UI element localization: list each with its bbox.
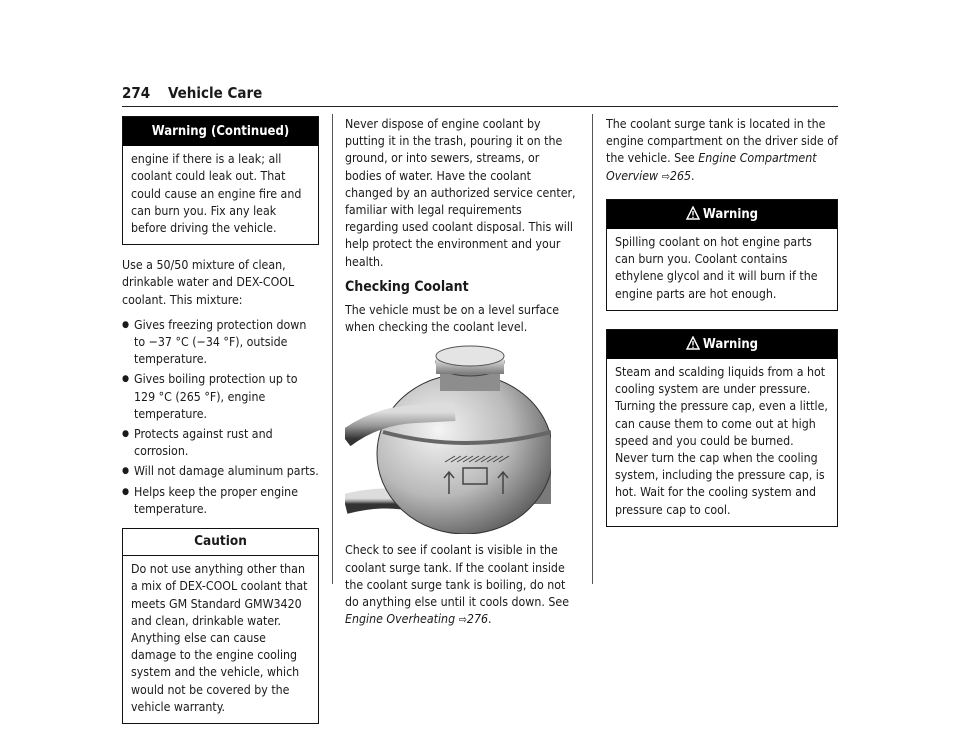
- list-item: ● Helps keep the proper engine temperature.: [122, 484, 319, 518]
- section-title: Vehicle Care: [168, 84, 263, 102]
- page-header: [122, 82, 838, 107]
- column-middle: [345, 116, 577, 636]
- check-paragraph: Check to see if coolant is visible in the coolant surge tank. If the coolant inside the coolant surge tank is boiling, do not do anything else until it cools down. See Engine Overheating ⇨276.: [345, 543, 570, 627]
- column-divider: [592, 114, 593, 584]
- mixture-benefits-list: [122, 317, 319, 518]
- engine-overheating-link[interactable]: Engine Overheating: [345, 612, 456, 627]
- warning-body: Spilling coolant on hot engine parts can burn you. Coolant contains ethylene glycol and it will burn if the engine parts are hot enough.: [615, 235, 818, 301]
- warning-title: Warning: [607, 200, 837, 229]
- warning-title: Warning: [607, 330, 837, 359]
- caution-body: Do not use anything other than a mix of DEX-COOL coolant that meets GM Standard GMW3420 and clean, drinkable water. Anything else can cause damage to the engine cooling system and the vehicle, which would not be covered by the vehicle warranty.: [131, 562, 308, 714]
- warning-body: Steam and scalding liquids from a hot cooling system are under pressure. Turning the pressure cap, even a little, can cause them to come out at high speed and you could be burned. Never turn the cap when the cooling system, including the pressure cap, is hot. Wait for the cooling system and pressure cap to cool.: [615, 365, 828, 517]
- column-left: [122, 116, 319, 736]
- level-paragraph: The vehicle must be on a level surface when checking the coolant level.: [345, 303, 560, 335]
- list-item: ● Protects against rust and corrosion.: [122, 426, 319, 460]
- warning-triangle-icon: [686, 336, 700, 350]
- warning-continued-title: Warning (Continued): [123, 117, 318, 146]
- section-heading: Checking Coolant: [345, 278, 469, 295]
- warning-triangle-icon: [686, 206, 700, 220]
- column-right: [606, 116, 838, 539]
- warning-continued-box: [122, 116, 319, 245]
- column-divider: [332, 114, 333, 584]
- coolant-surge-tank-illustration: [345, 344, 551, 534]
- page-ref-icon: ⇨: [661, 169, 670, 183]
- caution-title: Caution: [123, 529, 318, 556]
- warning-box-steam: [606, 329, 838, 527]
- caution-box: [122, 528, 319, 724]
- page-ref-number[interactable]: 276: [466, 612, 489, 627]
- page-ref-icon: ⇨: [458, 613, 467, 627]
- list-item: ● Gives boiling protection up to 129 °C (265 °F), engine temperature.: [122, 371, 319, 423]
- warning-continued-body: engine if there is a leak; all coolant could leak out. That could cause an engine fire and can burn you. Fix any leak before driving the vehicle.: [131, 152, 302, 236]
- engine-compartment-overview-link[interactable]: Engine Compartment Overview: [606, 151, 817, 183]
- location-paragraph: The coolant surge tank is located in the engine compartment on the driver side of the vehicle. See Engine Compartment Overview ⇨265.: [606, 117, 838, 183]
- warning-box-spill: [606, 199, 838, 311]
- page-ref-number[interactable]: 265: [669, 168, 692, 183]
- page-number: 274: [122, 84, 151, 102]
- surge-tank-image: [345, 344, 551, 534]
- dispose-paragraph: Never dispose of engine coolant by putting it in the trash, pouring it on the ground, or into sewers, streams, or bodies of water. Have the coolant changed by an authorized service center, familiar with legal requirements regarding used coolant disposal. This will help protect the environment and your health.: [345, 117, 576, 269]
- list-item: ● Will not damage aluminum parts.: [122, 463, 319, 480]
- list-item: ● Gives freezing protection down to −37 °C (−34 °F), outside temperature.: [122, 317, 319, 369]
- mixture-intro: Use a 50/50 mixture of clean, drinkable water and DEX-COOL coolant. This mixture:: [122, 258, 295, 307]
